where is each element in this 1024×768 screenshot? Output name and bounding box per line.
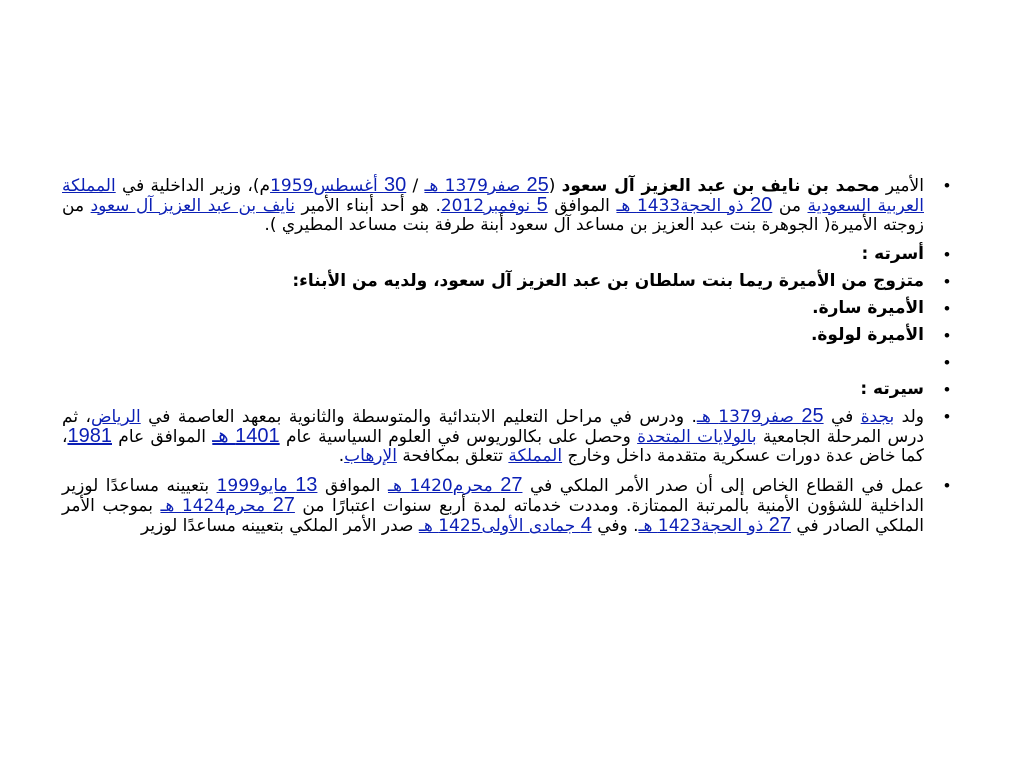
link-text: محرم1420 هـ — [388, 476, 501, 496]
text: ولد — [894, 407, 924, 427]
link-number: 20 — [750, 194, 773, 216]
father-link[interactable]: نايف بن عبد العزيز آل سعود — [90, 196, 295, 216]
text: ( — [548, 176, 562, 196]
gregorian-appointment-date-link[interactable] — [441, 196, 548, 216]
link-number: 13 — [295, 474, 318, 496]
biography-list — [62, 176, 950, 536]
text: وحصل على بكالوريوس في العلوم السياسية عام — [279, 427, 638, 447]
link-text: صفر1379 هـ — [424, 176, 527, 196]
text: م)، وزير الداخلية في — [115, 176, 271, 196]
terrorism-link[interactable]: الإرهاب — [344, 446, 397, 466]
list-item-empty — [62, 353, 950, 372]
bullet-dot: • — [944, 353, 950, 372]
birth-date-link[interactable] — [697, 407, 824, 427]
text: بموجب الأمر الملكي الصادر في — [62, 496, 924, 536]
text: الموافق — [317, 476, 388, 496]
text: بتعيينه مساعدًا لوزير الداخلية للشؤون الأمنية بالمرتبة الممتازة. ومددت خدماته لمدة أربع سنوات اعتبارًا من — [62, 476, 924, 516]
biography-heading: سيرته : — [860, 379, 924, 399]
link-text: أغسطس1959 — [270, 176, 384, 196]
link-number: 27 — [500, 474, 523, 496]
list-item-intro — [62, 176, 950, 235]
bullet-dot: • — [944, 176, 950, 195]
text: من — [772, 196, 808, 216]
link-number: 25 — [801, 405, 824, 427]
gregorian-year-link[interactable]: 1981 — [67, 425, 112, 447]
text: ، كما خاض عدة دورات عسكرية متقدمة داخل وخارج — [62, 427, 924, 466]
bullet-dot: • — [944, 326, 950, 345]
text: / — [406, 176, 425, 196]
decree-date-link[interactable] — [388, 476, 522, 496]
kingdom-link[interactable]: المملكة العربية السعودية — [62, 176, 924, 216]
kingdom-link[interactable]: المملكة — [508, 446, 563, 466]
appointment-date-link[interactable] — [419, 516, 592, 536]
hijri-appointment-date-link[interactable] — [616, 196, 772, 216]
family-heading: أسرته : — [861, 244, 924, 264]
text: الموافق عام — [112, 427, 213, 447]
child-name: الأميرة لولوة. — [810, 325, 924, 345]
text: ، ثم درس المرحلة الجامعية — [62, 407, 924, 447]
list-item-child-sara — [62, 299, 950, 318]
list-item-education — [62, 407, 950, 466]
link-text: ذو الحجة1433 هـ — [616, 196, 751, 216]
text: الأمير — [879, 176, 924, 196]
link-number: 25 — [526, 174, 549, 196]
text: . ودرس في مراحل التعليم الابتدائية والمتوسطة والثانوية بمعهد العاصمة في — [140, 407, 697, 427]
text: . هو أحد أبناء الأمير — [294, 196, 441, 216]
link-text: ذو الحجة1423 هـ — [638, 516, 769, 536]
link-text: محرم1424 هـ — [160, 496, 273, 516]
list-item-career — [62, 476, 950, 536]
link-number: 4 — [580, 514, 592, 536]
bullet-dot: • — [944, 272, 950, 291]
link-number: 30 — [383, 174, 407, 196]
bullet-dot: • — [944, 380, 950, 399]
text: صدر الأمر الملكي بتعيينه مساعدًا لوزير — [140, 516, 419, 536]
marriage-text: متزوج من الأميرة ريما بنت سلطان بن عبد العزيز آل سعود، ولديه من الأبناء: — [292, 271, 924, 291]
usa-link[interactable]: بالولايات المتحدة — [637, 427, 757, 447]
text: . — [338, 446, 345, 466]
text: . وفي — [591, 516, 639, 536]
link-text: جمادى الأولى1425 هـ — [418, 516, 581, 536]
link-number: 27 — [272, 494, 295, 516]
extension-date-link[interactable] — [160, 496, 294, 516]
link-text: نوفمبر2012 — [440, 196, 537, 216]
bullet-dot: • — [944, 299, 950, 318]
text: الموافق — [547, 196, 617, 216]
link-number: 27 — [768, 514, 791, 536]
bullet-dot: • — [944, 245, 950, 264]
text: عمل في القطاع الخاص إلى أن صدر الأمر الملكي في — [522, 476, 925, 496]
link-text: صفر1379 هـ — [696, 407, 802, 427]
hijri-year-link[interactable]: 1401 هـ — [212, 425, 280, 447]
child-name: الأميرة سارة. — [812, 298, 924, 318]
list-item-biography-heading — [62, 380, 950, 399]
list-item-child-lulwa — [62, 326, 950, 345]
text: تتعلق بمكافحة — [396, 446, 509, 466]
document-body — [62, 176, 950, 546]
text: في — [823, 407, 861, 427]
royal-order-date-link[interactable] — [639, 516, 791, 536]
link-text: مايو1999 — [216, 476, 296, 496]
bullet-dot: • — [944, 476, 950, 495]
text: من زوجته الأميرة( الجوهرة بنت عبد العزيز بن مساعد آل سعود أبنة طرفة بنت مساعد المطيري ). — [62, 196, 924, 235]
riyadh-link[interactable]: الرياض — [90, 407, 141, 427]
list-item-marriage — [62, 272, 950, 291]
gregorian-decree-date-link[interactable] — [217, 476, 318, 496]
hijri-birth-date-link[interactable] — [424, 176, 548, 196]
empty-text — [919, 352, 924, 372]
gregorian-birth-date-link[interactable] — [270, 176, 406, 196]
bullet-dot: • — [944, 407, 950, 426]
link-number: 5 — [536, 194, 548, 216]
jeddah-link[interactable]: بجدة — [860, 407, 895, 427]
prince-name: محمد بن نايف بن عبد العزيز آل سعود — [561, 176, 880, 196]
list-item-family-heading — [62, 245, 950, 264]
